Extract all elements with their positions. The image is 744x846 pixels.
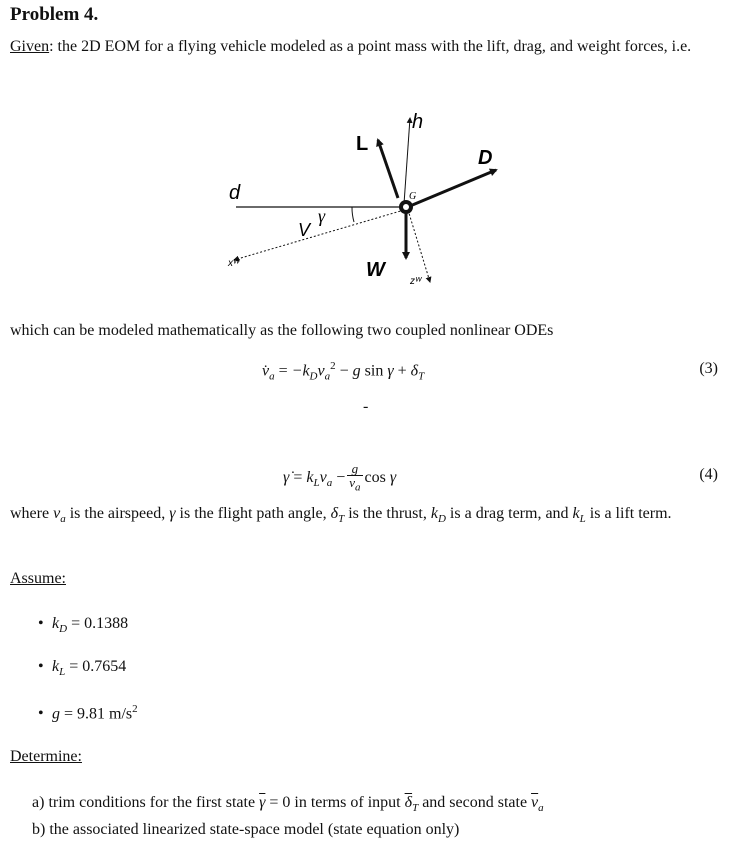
label-d: d (229, 182, 241, 204)
part-a: a) trim conditions for the first state $\overline{\gamma} = 0$ in terms of input $\overline{\delta}_T$ and second state $\overline{v}_a$ (32, 794, 544, 815)
assume-item-kl: • $k_L = 0.7654$ (38, 658, 127, 679)
gamma-arc (352, 207, 354, 222)
force-diagram (0, 100, 744, 300)
zw-axis (408, 210, 430, 282)
label-zw: zᵂ (410, 276, 422, 287)
stray-mark: - (363, 398, 369, 415)
given-label: Given (10, 38, 50, 55)
intro-text: which can be modeled mathematically as the following two coupled nonlinear ODEs (10, 322, 554, 339)
label-W: W (366, 259, 385, 281)
where-paragraph: where $v_a$ is the airspeed, γ is the flight path angle, $\delta_T$ is the thrust, $k_D$ is a drag term, and $k_L$ is a lift term. (10, 505, 672, 526)
label-xw: xᵂ (228, 258, 240, 269)
assume-label: Assume: (10, 570, 66, 587)
equation-3-body: $v̇_a = -k_Dv_a^2 - g$ $\sin \gamma + \delta_T$ (262, 360, 425, 383)
equation-4 (0, 462, 744, 498)
drag-arrow (410, 170, 496, 206)
determine-parts (32, 792, 544, 841)
equation-3-number: (3) (699, 360, 718, 377)
lift-arrow (378, 140, 398, 198)
assume-item-g: • g = 9.81 $m/s^2$ (38, 703, 138, 723)
label-V: V (298, 220, 311, 240)
assume-item-kd: • $k_D = 0.1388$ (38, 615, 129, 636)
equation-3 (0, 360, 744, 386)
label-G: G (409, 191, 417, 202)
given-statement (10, 36, 728, 57)
given-text: : the 2D EOM for a flying vehicle modeled as a point mass with the lift, drag, and weight forces, i.e. (49, 38, 692, 55)
label-h: h (412, 111, 424, 133)
problem-title: Problem 4. (10, 4, 99, 25)
label-gamma: γ (318, 206, 326, 226)
equation-4-number: (4) (699, 466, 718, 483)
determine-label: Determine: (10, 748, 82, 765)
label-D: D (478, 147, 493, 169)
label-L: L (356, 133, 369, 155)
equation-4-body: γ̇ = $k_Lv_a$ − $\frac{g}{v_a}$ cos γ (283, 461, 397, 494)
part-b: b) the associated linearized state-space model (state equation only) (32, 821, 460, 839)
